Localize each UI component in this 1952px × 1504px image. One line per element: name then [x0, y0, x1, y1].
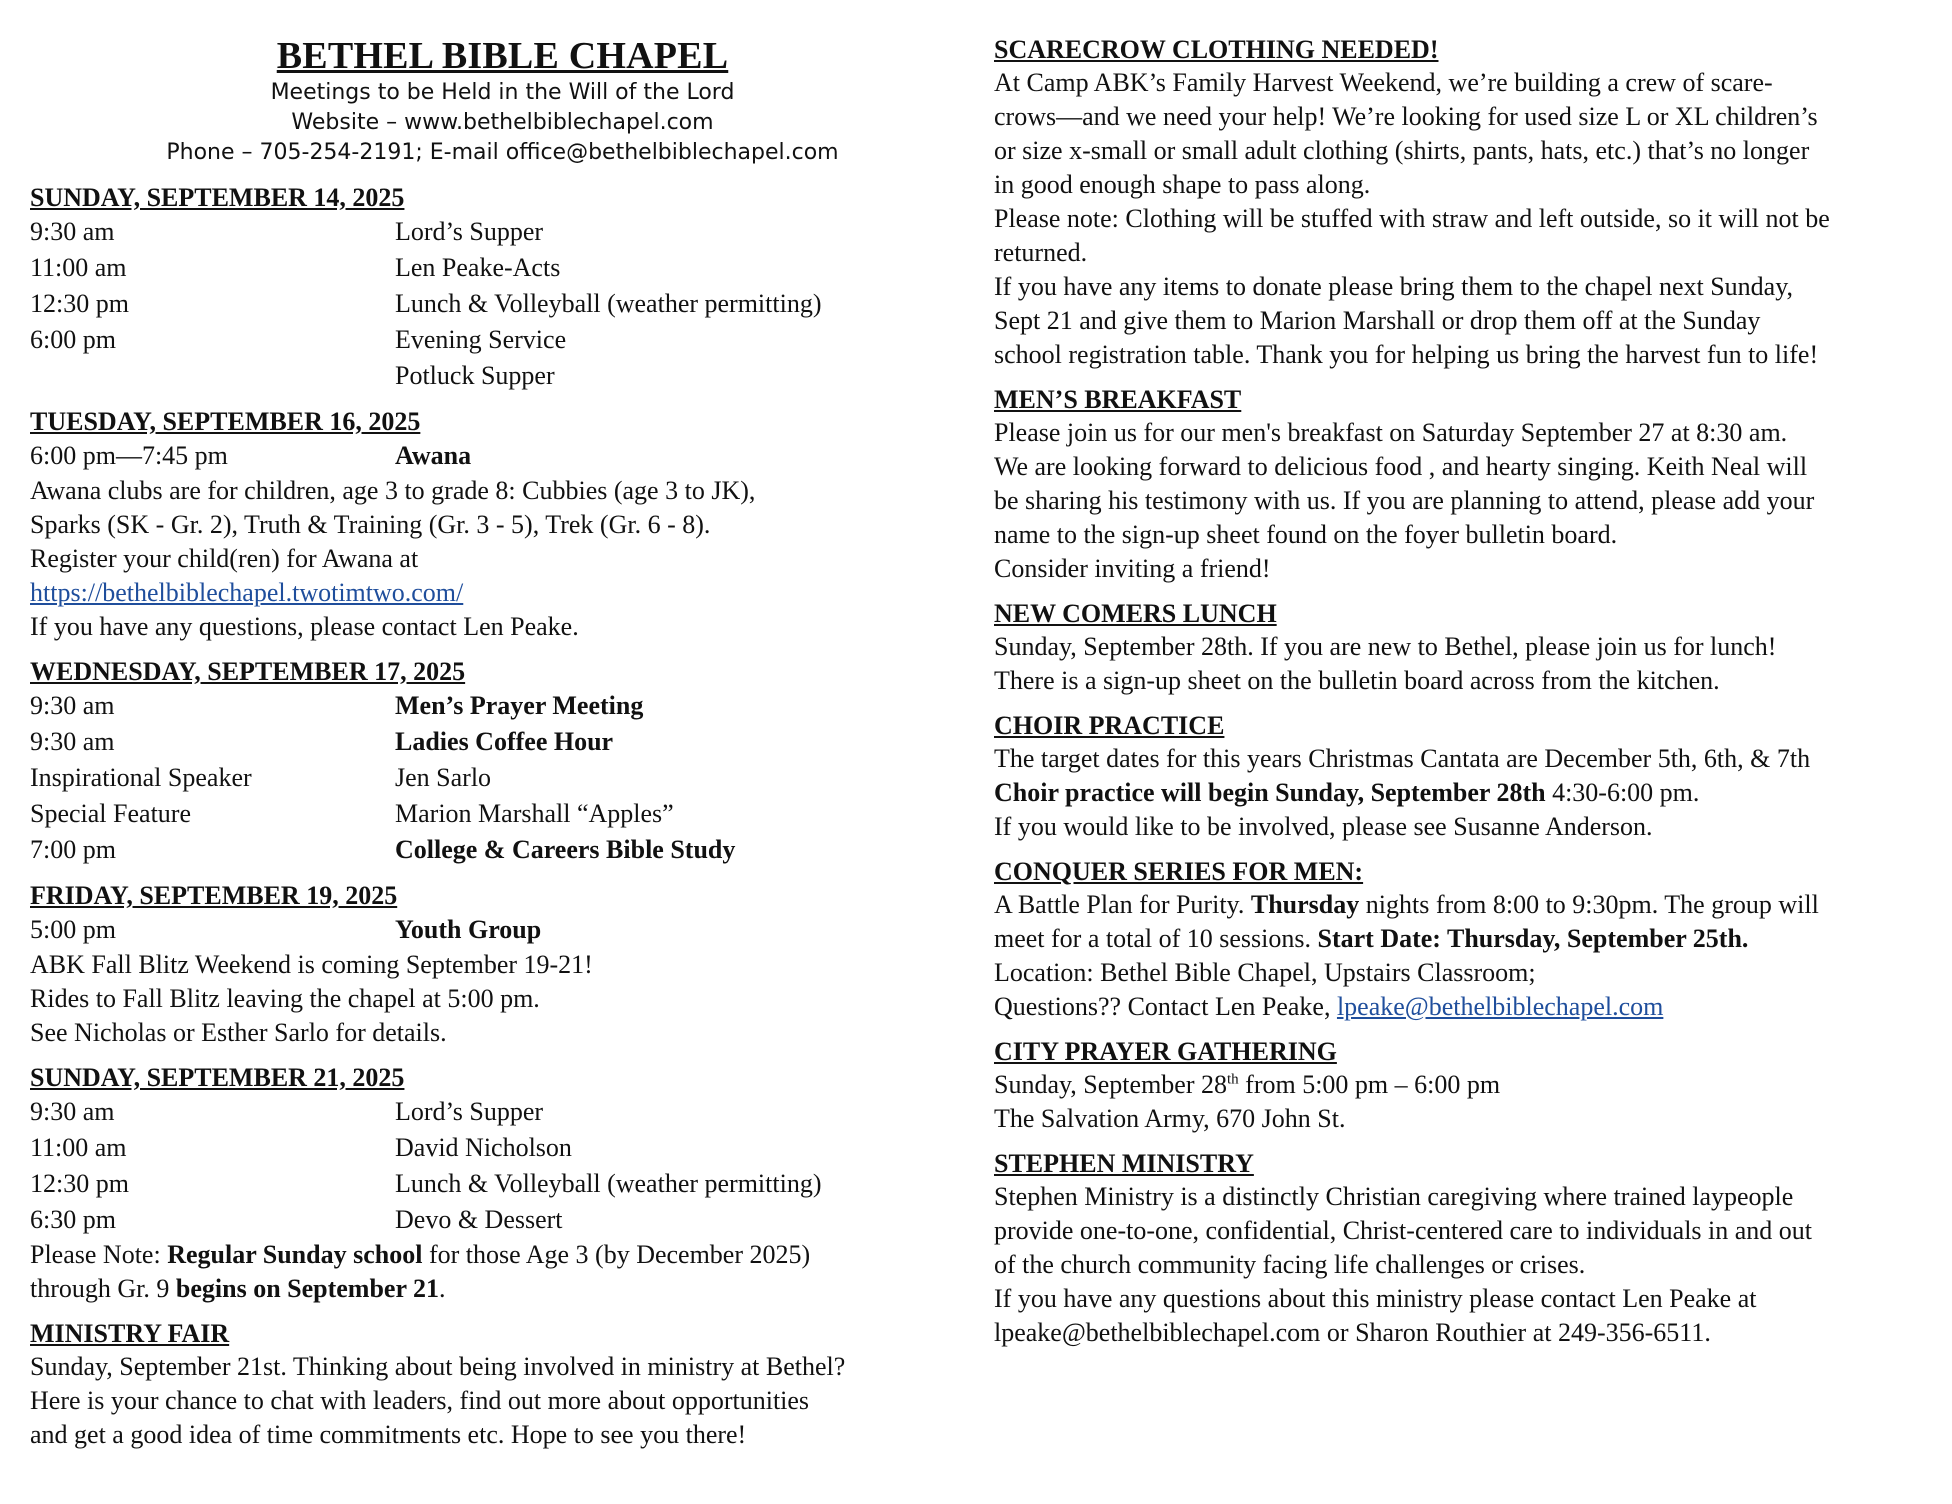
- schedule-row: [30, 322, 975, 358]
- section-heading: CITY PRAYER GATHERING: [994, 1037, 1337, 1066]
- right-column: [994, 34, 1942, 1350]
- scarecrow-line: in good enough shape to pass along.: [994, 170, 1371, 199]
- schedule-time: 11:00 am: [30, 253, 127, 282]
- section-heading: CONQUER SERIES FOR MEN:: [994, 857, 1364, 886]
- schedule-row: [30, 1166, 975, 1202]
- section-heading: SCARECROW CLOTHING NEEDED!: [994, 35, 1439, 64]
- schedule-activity: Len Peake-Acts: [395, 253, 561, 282]
- stephen-line: lpeake@bethelbiblechapel.com or Sharon Routhier at 249-356-6511.: [994, 1318, 1711, 1347]
- schedule-activity: Lunch & Volleyball (weather permitting): [395, 1169, 822, 1198]
- fall-blitz-line: See Nicholas or Esther Sarlo for details.: [30, 1018, 447, 1047]
- schedule-time: 9:30 am: [30, 217, 115, 246]
- section-conquer-series: [994, 856, 1942, 1024]
- section-heading: CHOIR PRACTICE: [994, 711, 1225, 740]
- schedule-time: [30, 358, 395, 394]
- schedule-activity: Youth Group: [395, 915, 542, 944]
- schedule-time: Special Feature: [30, 799, 191, 828]
- scarecrow-line: or size x-small or small adult clothing (shirts, pants, hats, etc.) that’s no longer: [994, 136, 1810, 165]
- schedule-time: 12:30 pm: [30, 1169, 129, 1198]
- scarecrow-line: If you have any items to donate please bring them to the chapel next Sunday,: [994, 272, 1794, 301]
- section-heading: TUESDAY, SEPTEMBER 16, 2025: [30, 407, 421, 436]
- scarecrow-line: Please note: Clothing will be stuffed with straw and left outside, so it will not be: [994, 204, 1830, 233]
- stephen-line: Stephen Ministry is a distinctly Christian caregiving where trained laypeople: [994, 1182, 1794, 1211]
- conquer-line: Location: Bethel Bible Chapel, Upstairs Classroom;: [994, 958, 1536, 987]
- schedule-time: 12:30 pm: [30, 289, 129, 318]
- schedule-activity: Jen Sarlo: [395, 763, 492, 792]
- scarecrow-line: crows—and we need your help! We’re looking for used size L or XL children’s: [994, 102, 1818, 131]
- section-heading: SUNDAY, SEPTEMBER 21, 2025: [30, 1063, 405, 1092]
- schedule-activity: Lord’s Supper: [395, 1097, 544, 1126]
- sunday-school-note: through Gr. 9 begins on September 21.: [30, 1274, 446, 1303]
- schedule-row: [30, 832, 975, 868]
- section-scarecrow-clothing: [994, 34, 1942, 372]
- city-prayer-line: Sunday, September 28th from 5:00 pm – 6:00 pm: [994, 1070, 1501, 1099]
- schedule-row: [30, 1202, 975, 1238]
- ministry-fair-line: Here is your chance to chat with leaders, find out more about opportunities: [30, 1386, 810, 1415]
- page-title: BETHEL BIBLE CHAPEL: [276, 35, 729, 77]
- choir-line: Choir practice will begin Sunday, September 28th 4:30-6:00 pm.: [994, 778, 1700, 807]
- stephen-line: If you have any questions about this ministry please contact Len Peake at: [994, 1284, 1757, 1313]
- city-prayer-line: The Salvation Army, 670 John St.: [994, 1104, 1346, 1133]
- schedule-row: [30, 438, 975, 474]
- section-heading: MEN’S BREAKFAST: [994, 385, 1242, 414]
- new-comers-line: There is a sign-up sheet on the bulletin board across from the kitchen.: [994, 666, 1720, 695]
- section-mens-breakfast: [994, 384, 1942, 586]
- schedule-activity: Awana: [395, 441, 472, 470]
- schedule-time: 6:00 pm—7:45 pm: [30, 441, 228, 470]
- schedule-time: 9:30 am: [30, 1097, 115, 1126]
- schedule-row: [30, 250, 975, 286]
- left-column: [30, 34, 975, 1452]
- schedule-row: [30, 1094, 975, 1130]
- section-choir-practice: [994, 710, 1942, 844]
- breakfast-line: Consider inviting a friend!: [994, 554, 1271, 583]
- section-sunday-sep-21: [30, 1062, 975, 1306]
- schedule-activity: Marion Marshall “Apples”: [395, 799, 674, 828]
- schedule-activity: Ladies Coffee Hour: [395, 727, 614, 756]
- section-heading: FRIDAY, SEPTEMBER 19, 2025: [30, 881, 398, 910]
- breakfast-line: be sharing his testimony with us. If you are planning to attend, please add your: [994, 486, 1815, 515]
- schedule-row: [30, 688, 975, 724]
- schedule-time: 9:30 am: [30, 727, 115, 756]
- schedule-row: [30, 724, 975, 760]
- section-heading: MINISTRY FAIR: [30, 1319, 230, 1348]
- awana-register-text: Register your child(ren) for Awana at: [30, 544, 419, 573]
- schedule-activity: College & Careers Bible Study: [395, 835, 736, 864]
- section-tuesday-sep-16: [30, 406, 975, 644]
- schedule-time: 5:00 pm: [30, 915, 116, 944]
- schedule-activity: Men’s Prayer Meeting: [395, 691, 644, 720]
- schedule-time: 11:00 am: [30, 1133, 127, 1162]
- conquer-line: A Battle Plan for Purity. Thursday nights from 8:00 to 9:30pm. The group will: [994, 890, 1819, 919]
- section-stephen-ministry: [994, 1148, 1942, 1350]
- section-heading: NEW COMERS LUNCH: [994, 599, 1277, 628]
- header-website: Website – www.bethelbiblechapel.com: [291, 110, 714, 135]
- conquer-line: Questions?? Contact Len Peake, lpeake@bethelbiblechapel.com: [994, 992, 1664, 1021]
- section-friday-sep-19: [30, 880, 975, 1050]
- ministry-fair-line: and get a good idea of time commitments etc. Hope to see you there!: [30, 1420, 747, 1449]
- schedule-row: [30, 1130, 975, 1166]
- choir-line: The target dates for this years Christmas Cantata are December 5th, 6th, & 7th: [994, 744, 1811, 773]
- schedule-row: [30, 796, 975, 832]
- schedule-row: [30, 358, 975, 394]
- header-contact: Phone – 705-254-2191; E-mail office@bethelbiblechapel.com: [166, 140, 839, 165]
- section-ministry-fair: [30, 1318, 975, 1452]
- bulletin-header: [30, 34, 975, 168]
- awana-info-line: Awana clubs are for children, age 3 to grade 8: Cubbies (age 3 to JK),: [30, 476, 756, 505]
- breakfast-line: Please join us for our men's breakfast on Saturday September 27 at 8:30 am.: [994, 418, 1788, 447]
- awana-info-line: Sparks (SK - Gr. 2), Truth & Training (Gr. 3 - 5), Trek (Gr. 6 - 8).: [30, 510, 711, 539]
- awana-registration-link[interactable]: https://bethelbiblechapel.twotimtwo.com/: [30, 578, 464, 607]
- schedule-activity: Potluck Supper: [395, 361, 555, 390]
- section-sunday-sep-14: [30, 182, 975, 394]
- schedule-time: Inspirational Speaker: [30, 763, 252, 792]
- scarecrow-line: school registration table. Thank you for helping us bring the harvest fun to life!: [994, 340, 1819, 369]
- fall-blitz-line: Rides to Fall Blitz leaving the chapel at 5:00 pm.: [30, 984, 540, 1013]
- schedule-activity: Devo & Dessert: [395, 1205, 563, 1234]
- breakfast-line: name to the sign-up sheet found on the foyer bulletin board.: [994, 520, 1618, 549]
- new-comers-line: Sunday, September 28th. If you are new to Bethel, please join us for lunch!: [994, 632, 1777, 661]
- section-heading: WEDNESDAY, SEPTEMBER 17, 2025: [30, 657, 466, 686]
- stephen-line: provide one-to-one, confidential, Christ-centered care to individuals in and out: [994, 1216, 1813, 1245]
- conquer-line: meet for a total of 10 sessions. Start Date: Thursday, September 25th.: [994, 924, 1749, 953]
- schedule-time: 6:30 pm: [30, 1205, 116, 1234]
- breakfast-line: We are looking forward to delicious food , and hearty singing. Keith Neal will: [994, 452, 1808, 481]
- header-subtitle: Meetings to be Held in the Will of the Lord: [270, 80, 735, 105]
- section-wednesday-sep-17: [30, 656, 975, 868]
- section-heading: SUNDAY, SEPTEMBER 14, 2025: [30, 183, 405, 212]
- schedule-activity: Lunch & Volleyball (weather permitting): [395, 289, 822, 318]
- schedule-row: [30, 214, 975, 250]
- scarecrow-line: Sept 21 and give them to Marion Marshall or drop them off at the Sunday: [994, 306, 1761, 335]
- schedule-row: [30, 760, 975, 796]
- schedule-row: [30, 912, 975, 948]
- scarecrow-line: At Camp ABK’s Family Harvest Weekend, we’re building a crew of scare-: [994, 68, 1773, 97]
- awana-contact-text: If you have any questions, please contact Len Peake.: [30, 612, 579, 641]
- schedule-time: 6:00 pm: [30, 325, 116, 354]
- scarecrow-line: returned.: [994, 238, 1088, 267]
- choir-line: If you would like to be involved, please see Susanne Anderson.: [994, 812, 1653, 841]
- ministry-fair-line: Sunday, September 21st. Thinking about being involved in ministry at Bethel?: [30, 1352, 846, 1381]
- schedule-activity: Evening Service: [395, 325, 567, 354]
- section-heading: STEPHEN MINISTRY: [994, 1149, 1254, 1178]
- schedule-time: 7:00 pm: [30, 835, 116, 864]
- stephen-line: of the church community facing life challenges or crises.: [994, 1250, 1586, 1279]
- schedule-activity: Lord’s Supper: [395, 217, 544, 246]
- email-link[interactable]: lpeake@bethelbiblechapel.com: [1336, 992, 1664, 1021]
- section-new-comers-lunch: [994, 598, 1942, 698]
- schedule-row: [30, 286, 975, 322]
- schedule-activity: David Nicholson: [395, 1133, 572, 1162]
- fall-blitz-line: ABK Fall Blitz Weekend is coming September 19-21!: [30, 950, 593, 979]
- section-city-prayer: [994, 1036, 1942, 1136]
- sunday-school-note: Please Note: Regular Sunday school for those Age 3 (by December 2025): [30, 1240, 811, 1269]
- schedule-time: 9:30 am: [30, 691, 115, 720]
